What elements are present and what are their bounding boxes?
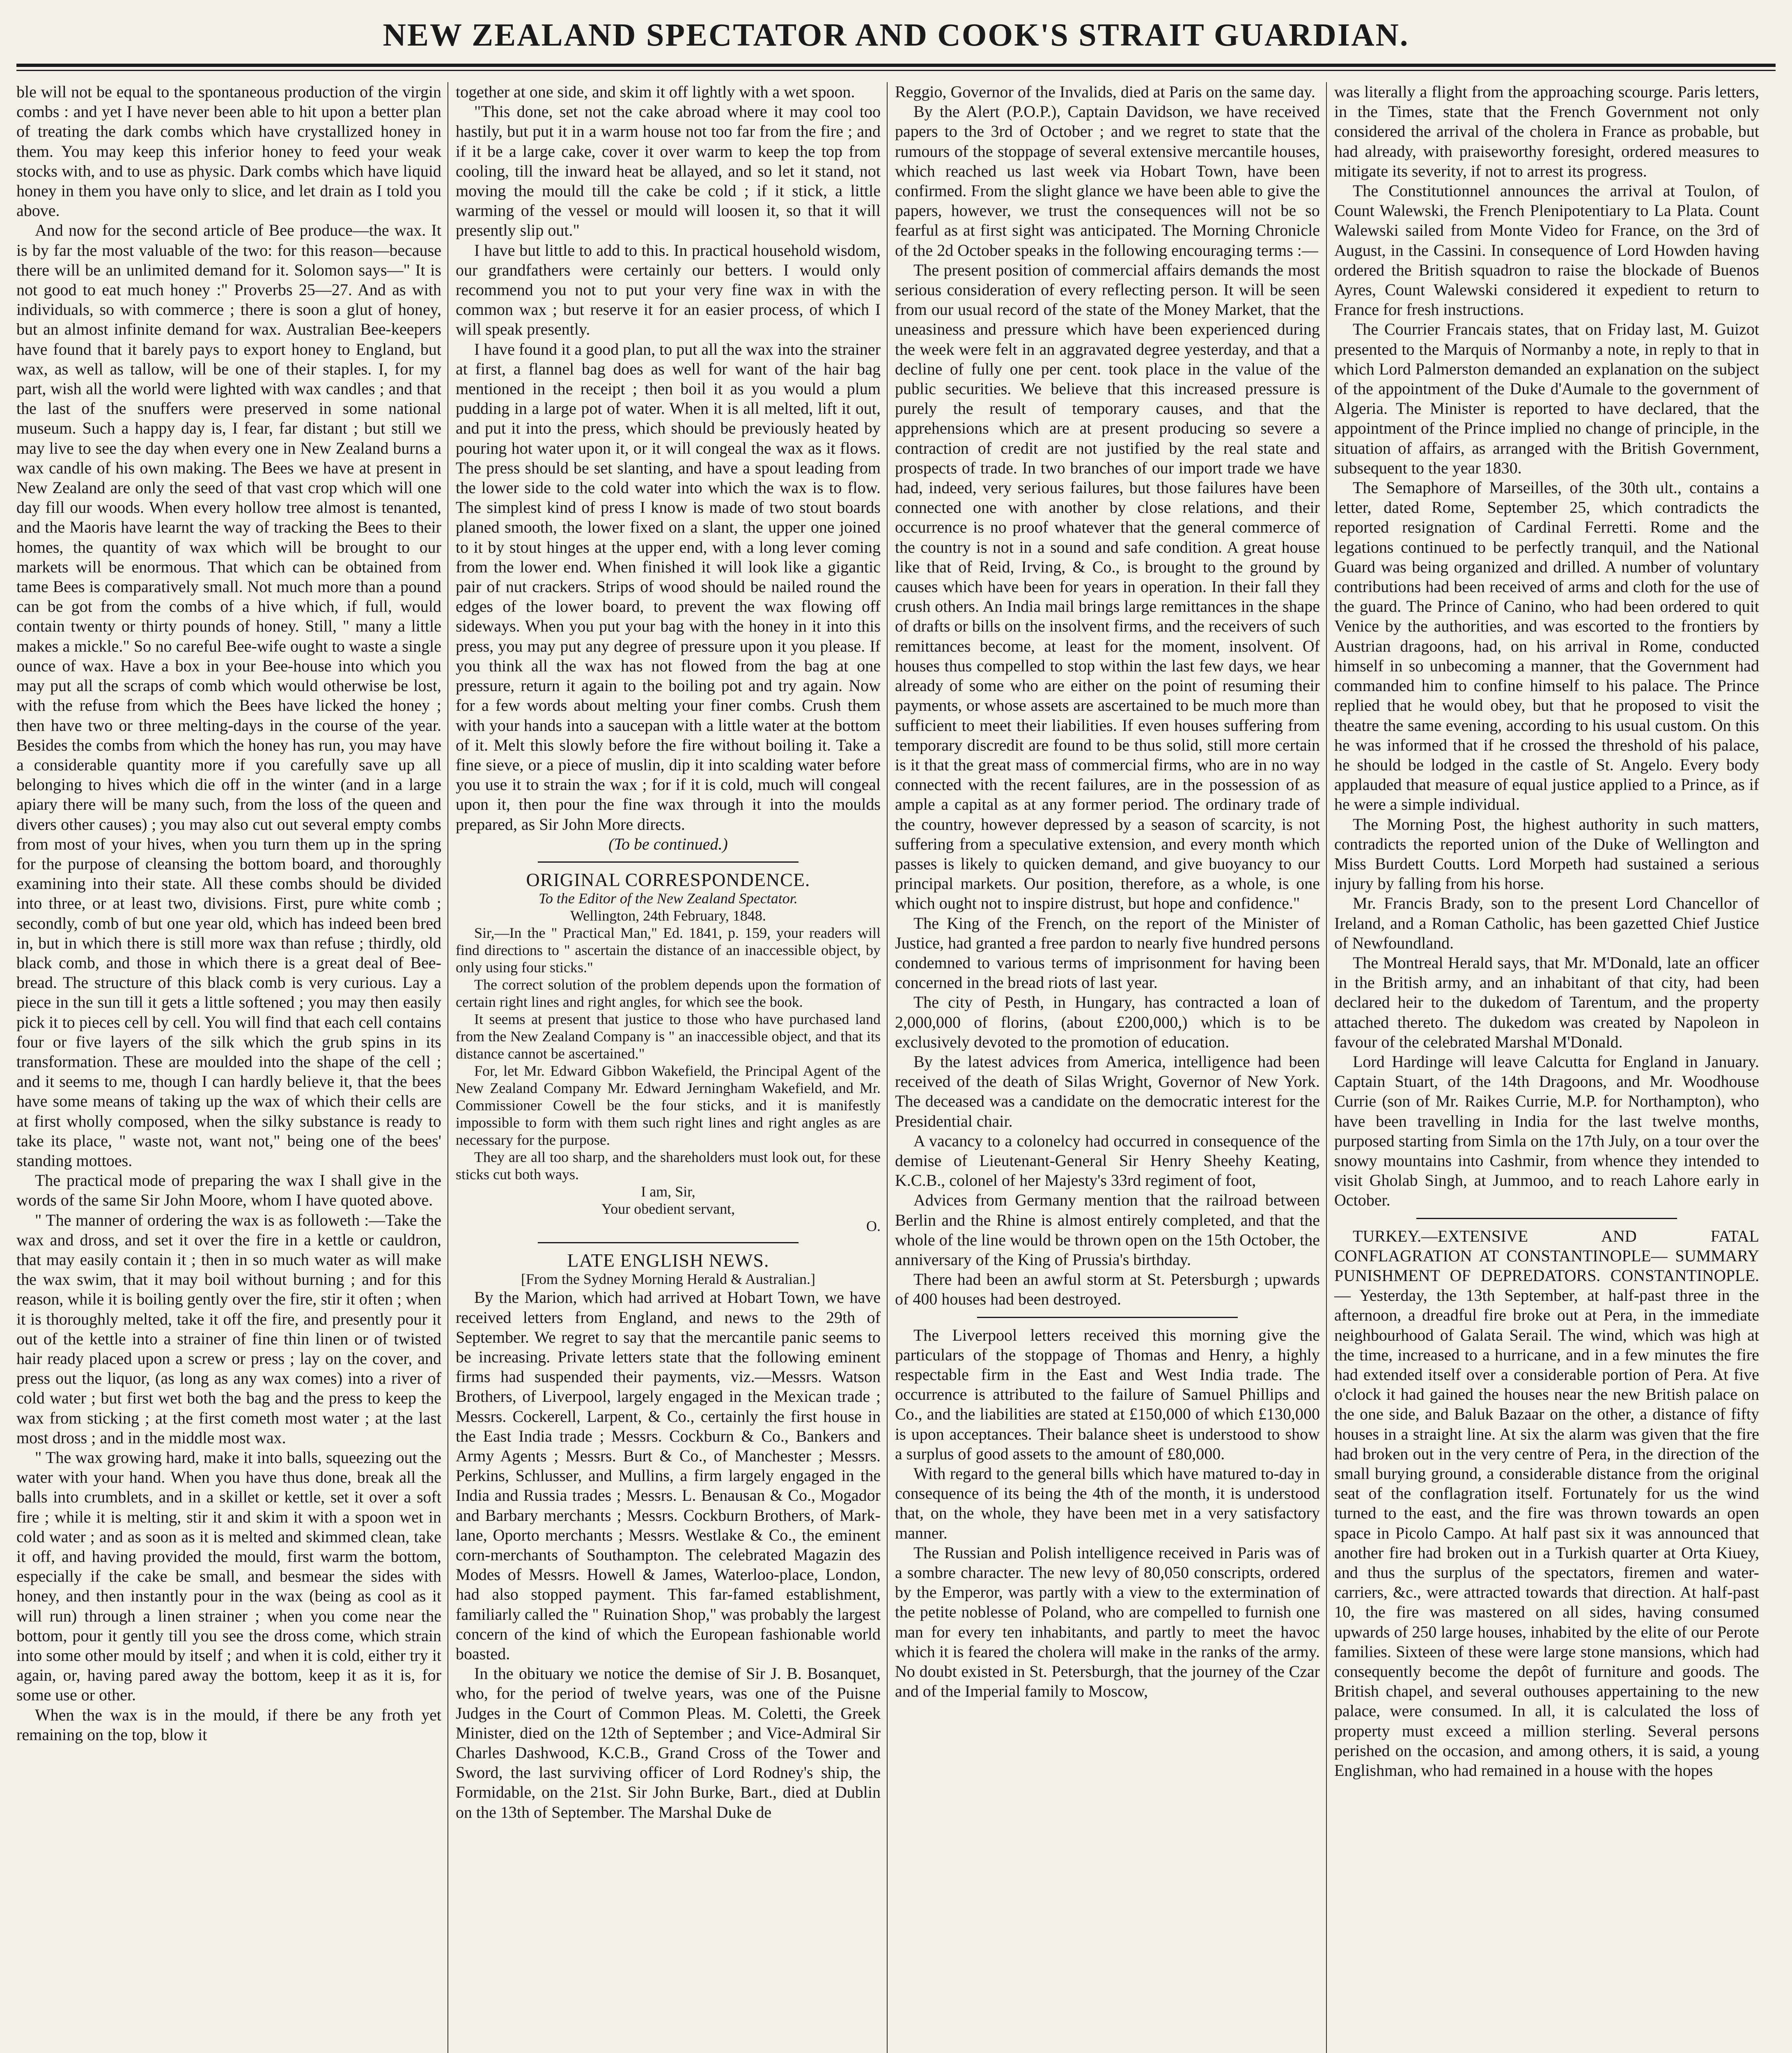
paragraph: "This done, set not the cake abroad where it may cool too hastily, but put it in a warm house not too far from the fire ; and if it be a large cake, cover it over warm to keep the top from cooling, till the inward heat be allayed, and so let it stand, not moving the mould till the cake be cold ; if it stick, a little warming of the vessel or mould will loosen it, so that it will presently slip out.": [456, 102, 881, 240]
paragraph: The Montreal Herald says, that Mr. M'Donald, late an officer in the British army, and an inhabitant of that city, had been declared heir to the dukedom of Tarentum, and the property attached thereto. The dukedom was created by Napoleon in favour of the celebrated Marshal M'Donald.: [1334, 953, 1759, 1051]
paragraph: The King of the French, on the report of the Minister of Justice, had granted a free pardon to nearly five hundred persons condemned to various terms of imprisonment for having been concerned in the bread riots of last year.: [895, 914, 1320, 992]
paragraph: Sir,—In the " Practical Man," Ed. 1841, p. 159, your readers will find directions to " ascertain the distance of an inaccessible object, by only using four sticks.": [456, 925, 881, 976]
paragraph: By the latest advices from America, intelligence had been received of the death of Silas Wright, Governor of New York. The deceased was a candidate on the democratic interest for the Presidential chair.: [895, 1052, 1320, 1130]
paragraph: The practical mode of preparing the wax I shall give in the words of the same Sir John Moore, whom I have quoted above.: [16, 1171, 441, 1210]
column-divider: [1326, 82, 1327, 2053]
paragraph: The Liverpool letters received this morning give the particulars of the stoppage of Thomas and Henry, a highly respectable firm in the East and West India trade. The occurrence is attributed to the failure of Samuel Phillips and Co., and the liabilities are stated at £150,000 of which £130,000 is upon acceptances. Their balance sheet is understood to show a surplus of good assets to the amount of £80,000.: [895, 1325, 1320, 1463]
paragraph: I have but little to add to this. In practical household wisdom, our grandfathers were certainly our betters. I would only recommend you not to put your very fine wax in with the common wax ; but reserve it for an easier process, of which I will speak presently.: [456, 241, 881, 339]
column-divider: [447, 82, 448, 2053]
paragraph: The Constitutionnel announces the arrival at Toulon, of Count Walewski, the French Plenipotentiary to La Plata. Count Walewski sailed from Monte Video for France, on the 3rd of August, in the Cassini. In consequence of Lord Howden having ordered the British squadron to raise the blockade of Buenos Ayres, Count Walewski considered it expedient to return to France for fresh instructions.: [1334, 181, 1759, 319]
column-3: [895, 82, 1320, 2053]
paragraph: ble will not be equal to the spontaneous production of the virgin combs : and yet I have never been able to hit upon a better plan of treating the dark combs which have crystallized honey in them. You may keep this inferior honey to feed your weak stocks with, and to use as physic. Dark combs which have liquid honey in them you have only to slice, and let drain as I told you above.: [16, 83, 441, 220]
news-source: [From the Sydney Morning Herald & Australian.]: [521, 1271, 815, 1288]
paragraph: TURKEY.—EXTENSIVE AND FATAL CONFLAGRATION AT CONSTANTINOPLE— SUMMARY PUNISHMENT OF DEPREDATORS. CONSTANTINOPLE. — Yesterday, the 13th September, at half-past three in the afternoon, a dreadful fire broke out at Pera, in the immediate neighbourhood of Galata Serail. The wind, which was high at the time, increased to a hurricane, and in a few minutes the fire had extended itself over a considerable portion of Pera. At five o'clock it had gained the houses near the new British palace on the one side, and Baluk Bazaar on the other, a distance of fifty houses in a straight line. At six the alarm was given that the fire had broken out in the very centre of Pera, in the direction of the small burying ground, a considerable distance from the original seat of the conflagration itself. Fortunately for us the wind turned to the east, and the fire was thrown towards an open space in Picolo Campo. At half past six it was announced that another fire had broken out in a Turkish quarter at Orta Kiuey, and thus the surplus of the spectators, firemen and water-carriers, &c., were attracted towards that direction. At half-past 10, the fire was mastered on all sides, having consumed upwards of 250 large houses, inhabited by the elite of our Perote families. Sixteen of these were large stone mansions, which had consequently become the depôt of furniture and goods. The British chapel, and several outhouses appertaining to the new palace, were consumed. In all, it is calculated the loss of property must exceed a million sterling. Several persons perished on the occasion, and among others, it is said, a young Englishman, who had remained in a house with the hopes: [1334, 1226, 1759, 1780]
paragraph: Lord Hardinge will leave Calcutta for England in January. Captain Stuart, of the 14th Dragoons, and Mr. Woodhouse Currie (son of Mr. Raikes Currie, M.P. for Northampton), who have been travelling in India for the last twelve months, purposed starting from Simla on the 17th July, on a tour over the snowy mountains into Cashmir, from whence they intended to visit Gholab Singh, at Jummoo, and to reach Lahore early in October.: [1334, 1052, 1759, 1210]
paragraph: together at one side, and skim it off lightly with a wet spoon.: [456, 83, 855, 101]
paragraph: The Russian and Polish intelligence received in Paris was of a sombre character. The new levy of 80,050 conscripts, ordered by the Emperor, was partly with a view to the extermination of the petite noblesse of Poland, who are compelled to furnish one man for every ten inhabitants, and partly to meet the havoc which it is feared the cholera will make in the ranks of the army. No doubt existed in St. Petersburgh, that the journey of the Czar and of the Imperial family to Moscow,: [895, 1543, 1320, 1701]
section-separator: [538, 1242, 798, 1243]
paragraph: " The wax growing hard, make it into balls, squeezing out the water with your hand. When you have thus done, break all the balls into crumblets, and in a skillet or kettle, set it over a soft fire ; while it is melting, stir it and skim it with a spoon wet in cold water ; and as soon as it is melted and skimmed clean, take it off, and having provided the mould, first warm the bottom, especially if the cake be small, and besmear the sides with honey, and then instantly pour in the wax (being as cool as it will run) through a linen strainer ; when you come near the bottom, pour it gently till you see the dross come, which strain into some other mould by itself ; and when it is cold, either try it again, or, having pared away the bottom, keep it as it is, for some use or other.: [16, 1448, 441, 1704]
paragraph: The Morning Post, the highest authority in such matters, contradicts the reported union of the Duke of Wellington and Miss Burdett Coutts. Lord Morpeth had sustained a serious injury by falling from his horse.: [1334, 815, 1759, 893]
letter-signoff: Your obedient servant,: [601, 1201, 735, 1217]
column-divider: [887, 82, 888, 2053]
section-separator: [1416, 1218, 1677, 1219]
to-be-continued: (To be continued.): [608, 834, 728, 853]
paragraph: In the obituary we notice the demise of Sir J. B. Bosanquet, who, for the period of twelve years, was one of the Puisne Judges in the Court of Common Pleas. M. Coletti, the Greek Minister, died on the 12th of September ; and Vice-Admiral Sir Charles Dashwood, K.C.B., Grand Cross of the Tower and Sword, the last surviving officer of Lord Rodney's ship, the Formidable, on the 21st. Sir John Burke, Bart., died at Dublin on the 13th of September. The Marshal Duke de: [456, 1664, 881, 1821]
paragraph: The city of Pesth, in Hungary, has contracted a loan of 2,000,000 of florins, (about £200,000,) which is to be exclusively devoted to the promotion of education.: [895, 993, 1320, 1051]
paragraph: And now for the second article of Bee produce—the wax. It is by far the most valuable of the two: for this reason—because there will be an unlimited demand for it. Solomon says—" It is not good to eat much honey :" Proverbs 25—27. And as with individuals, so with commerce ; there is soon a glut of honey, but an almost infinite demand for wax. Australian Bee-keepers have found that it barely pays to export honey to England, but wax, as well as tallow, will be one of their staples. I, for my part, wish all the world were lighted with wax candles ; and that the last of the snuffers were preserved in some national museum. Such a happy day is, I fear, far distant ; but still we may live to see the day when every one in New Zealand burns a wax candle of his own making. The Bees we have at present in New Zealand are only the seed of that vast crop which will one day fill our woods. When every hollow tree almost is tenanted, and the Maoris have learnt the way of tracking the Bees to their homes, the quantity of wax which will be brought to our markets will be enormous. That which can be obtained from tame Bees is comparatively small. Not much more than a pound can be got from the combs of a hive which, if full, would contain twenty or thirty pounds of honey. Still, " many a little makes a mickle." So no careful Bee-wife ought to waste a single ounce of wax. Have a box in your Bee-house into which you may put all the scraps of comb which would otherwise be lost, with the refuse from which the Bees have licked the honey ; then have two or three melting-days in the course of the year. Besides the combs from which the honey has run, you may have a considerable quantity more if you carefully save up all belonging to hives which die off in the winter (and in a large apiary there will be many such, from the loss of the queen and divers other causes) ; you may also cut out several empty combs from most of your hives, when you turn them up in the spring for the purpose of cleansing the bottom board, and thoroughly examining into their state. All these combs should be divided into three, or at least two, divisions. First, pure white comb ; secondly, comb of but one year old, which has indeed been bred in, but in which there is still more wax than refuse ; thirdly, old black comb, and those in which there is a great deal of Bee-bread. The structure of this black comb is very curious. Lay a piece in the sun till it gets a little softened ; you may then easily pick it to pieces cell by cell. You will find that each cell contains four or five layers of the silk which the grub spins in its transformation. These are moulded into the shape of the cell ; and it seems to me, though I can hardly believe it, that the bees have some means of taking up the wax of which their cells are at first wholly composed, when the silky substance is ready to take its place, " waste not, want not," being one of the bees' standing mottoes.: [16, 221, 441, 1170]
paragraph: A vacancy to a colonelcy had occurred in consequence of the demise of Lieutenant-General Sir Henry Sheehy Keating, K.C.B., colonel of her Majesty's 33rd regiment of foot,: [895, 1131, 1320, 1190]
paragraph: There had been an awful storm at St. Petersburgh ; upwards of 400 houses had been destroyed.: [895, 1270, 1320, 1309]
letter-addressee: To the Editor of the New Zealand Spectator.: [539, 890, 798, 907]
paragraph: Mr. Francis Brady, son to the present Lord Chancellor of Ireland, and a Roman Catholic, has been gazetted Chief Justice of Newfoundland.: [1334, 894, 1759, 952]
paragraph: I have found it a good plan, to put all the wax into the strainer at first, a flannel bag does as well for want of the hair bag mentioned in the receipt ; then boil it as you would a plum pudding in a large pot of water. When it is all melted, lift it out, and put it into the press, which should be previously heated by pouring hot water upon it, or it will congeal the wax as it flows. The press should be set slanting, and have a spout leading from the lower side to the cold water into which the wax is to flow. The simplest kind of press I know is made of two stout boards planed smooth, the lower fixed on a slant, the upper one joined to it by stout hinges at the upper end, with a long lever coming from the lower end. When finished it will look like a gigantic pair of nut crackers. Strips of wood should be nailed round the edges of the lower board, to prevent the wax flowing off sideways. When you put your bag with the honey in it into this press, you may put any degree of pressure upon it you please. If you think all the wax has not flowed from the bag at one pressure, return it again to the boiling pot and try again. Now for a few words about melting your finer combs. Crush them with your hands into a saucepan with a little water at the bottom of it. Melt this slowly before the fire without boiling it. Take a fine sieve, or a piece of muslin, dip it into scalding water before you use it to strain the wax ; for if it is cold, much will congeal upon it, then pour the fine wax through it into the moulds prepared, as Sir John More directs.: [456, 340, 881, 834]
letter-signature: O.: [866, 1218, 881, 1235]
letter-date: Wellington, 24th February, 1848.: [570, 907, 766, 924]
paragraph: The Semaphore of Marseilles, of the 30th ult., contains a letter, dated Rome, September 25, which contradicts the reported resignation of Cardinal Ferretti. Rome and the legations continued to be perfectly tranquil, and the National Guard was being organized and drilled. A number of voluntary contributions had been received of arms and cloth for the use of the guard. The Prince of Canino, who had been ordered to quit Venice by the authorities, and was escorted to the frontiers by Austrian dragoons, had, on his arrival in Rome, conducted himself in so unbecoming a manner, that the Government had commanded him to confine himself to his palace. The Prince replied that he would obey, but that he proposed to visit the theatre the same evening, according to his usual custom. On this he was informed that if he crossed the threshold of his palace, he should be lodged in the castle of St. Angelo. Every body applauded that measure of equal justice applied to a Prince, as if he were a simple individual.: [1334, 478, 1759, 814]
paragraph: " The manner of ordering the wax is as followeth :—Take the wax and dross, and set it over the fire in a kettle or cauldron, that may easily contain it ; then in so much water as will make the wax swim, that it may boil without burning ; and for this reason, while it is boiling gently over the fire, stir it often ; when it is thoroughly melted, take it off the fire, and presently pour it out of the kettle into a strainer of fine thin linen or of twisted hair ready placed upon a screw or press ; lay on the cover, and press out the liquor, (as long as any wax comes) into a river of cold water ; but first wet both the bag and the press to keep the wax from sticking ; at the first cometh most water ; at the last most dross ; and in the middle most wax.: [16, 1210, 441, 1447]
paragraph: The present position of commercial affairs demands the most serious consideration of every reflecting person. It will be seen from our usual record of the state of the Money Market, that the uneasiness and pressure which have been experienced during the week were felt in an aggravated degree yesterday, and that a decline of fully one per cent. took place in the value of the public securities. We believe that this increased pressure is purely the result of temporary causes, and that the apprehensions which are at present producing so severe a contraction of credit are not justified by the real state and prospects of trade. In two branches of our import trade we have had, indeed, very serious failures, but those failures have been connected one with another by close relations, and their occurrence is no proof whatever that the general commerce of the country is not in a sound and safe condition. A great house like that of Reid, Irving, & Co., is brought to the ground by causes which have been for years in operation. In their fall they crush others. An India mail brings large remittances in the shape of drafts or bills on the insolvent firms, and the receivers of such remittances become, at least for the moment, insolvent. Of houses thus compelled to stop within the last few days, we hear already of some who are either on the point of resuming their payments, or whose assets are ascertained to be much more than sufficient to meet their liabilities. If even houses suffering from temporary discredit are found to be thus solid, still more certain is it that the great mass of commercial firms, who are in no way connected with the recent failures, are in the possession of as ample a capital as at any former period. The ordinary trade of the country, however depressed by a season of scarcity, is not suffering from a speculative extension, and every month which passes is likely to quicken demand, and give buoyancy to our principal markets. Our position, therefore, as a whole, is one which ought not to inspire distrust, but hope and confidence.": [895, 260, 1320, 913]
paragraph: The correct solution of the problem depends upon the formation of certain right lines and right angles, for which see the book.: [456, 976, 881, 1010]
paragraph: By the Alert (P.O.P.), Captain Davidson, we have received papers to the 3rd of October ; and we regret to state that the rumours of the stoppage of several extensive mercantile houses, which reached us last week via Hobart Town, have been confirmed. From the slight glance we have been able to give the papers, however, we trust the consequences will not be so fearful as at first sight was anticipated. The Morning Chronicle of the 2d October speaks in the following encouraging terms :—: [895, 102, 1320, 259]
paragraph: The Courrier Francais states, that on Friday last, M. Guizot presented to the Marquis of Normanby a note, in reply to that in which Lord Palmerston demanded an explanation on the subject of the appointment of the Duke d'Aumale to the government of Algeria. The Minister is reported to have declared, that the appointment of the Prince implied no change of principle, in the situation of affairs, as arranged with the British Government, subsequent to the year 1830.: [1334, 320, 1759, 477]
paragraph: For, let Mr. Edward Gibbon Wakefield, the Principal Agent of the New Zealand Company Mr. Edward Jerningham Wakefield, and Mr. Commissioner Cowell be the four sticks, and it is manifestly impossible to form with them such right lines and right angles as are necessary for the purpose.: [456, 1063, 881, 1148]
column-2: [456, 82, 881, 2053]
paragraph: It seems at present that justice to those who have purchased land from the New Zealand Company is " an inaccessible object, and that its distance cannot be ascertained.": [456, 1011, 881, 1062]
paragraph: Advices from Germany mention that the railroad between Berlin and the Rhine is almost entirely completed, and that the whole of the line would be thrown open on the 15th October, the anniversary of the King of Prussia's birthday.: [895, 1191, 1320, 1269]
paragraph: With regard to the general bills which have matured to-day in consequence of its being the 4th of the month, it is understood that, on the whole, they have been met in a very satisfactory manner.: [895, 1464, 1320, 1542]
section-separator: [538, 861, 798, 863]
section-heading: LATE ENGLISH NEWS.: [567, 1250, 769, 1271]
section-separator: [977, 1317, 1238, 1318]
section-heading: ORIGINAL CORRESPONDENCE.: [526, 869, 810, 890]
paragraph: When the wax is in the mould, if there be any froth yet remaining on the top, blow it: [16, 1705, 441, 1744]
paragraph: Reggio, Governor of the Invalids, died at Paris on the same day.: [895, 83, 1315, 101]
masthead-rule-thin: [16, 70, 1776, 71]
masthead-title: NEW ZEALAND SPECTATOR AND COOK'S STRAIT GUARDIAN.: [383, 17, 1409, 53]
paragraph: was literally a flight from the approaching scourge. Paris letters, in the Times, state that the French Government not only considered the arrival of the cholera in France as probable, but had already, with praiseworthy foresight, ordered measures to mitigate its severity, if not to arrest its progress.: [1334, 83, 1759, 180]
masthead-rule: [16, 64, 1776, 67]
paragraph: By the Marion, which had arrived at Hobart Town, we have received letters from England, and news to the 29th of September. We regret to say that the mercantile panic seems to be increasing. Private letters state that the following eminent firms had suspended their payments, viz.—Messrs. Watson Brothers, of Liverpool, largely engaged in the Mexican trade ; Messrs. Cockerell, Larpent, & Co., certainly the first house in the East India trade ; Messrs. Cockburn & Co., Bankers and Army Agents ; Messrs. Burt & Co., of Manchester ; Messrs. Perkins, Schlusser, and Mullins, a firm largely engaged in the India and Russia trades ; Messrs. L. Benausan & Co., Mogador and Barbary merchants ; Messrs. Cockburn Brothers, of Mark-lane, Oporto merchants ; Messrs. Westlake & Co., the eminent corn-merchants of Southampton. The celebrated Magazin des Modes of Messrs. Howell & James, Waterloo-place, London, had also stopped payment. This far-famed establishment, familiarly called the " Ruination Shop," was probably the largest concern of the kind of which the European fashionable world boasted.: [456, 1288, 881, 1663]
column-1: [16, 82, 441, 2053]
paragraph: They are all too sharp, and the shareholders must look out, for these sticks cut both ways.: [456, 1149, 881, 1183]
column-4: [1334, 82, 1759, 2053]
letter-signoff: I am, Sir,: [641, 1183, 695, 1200]
